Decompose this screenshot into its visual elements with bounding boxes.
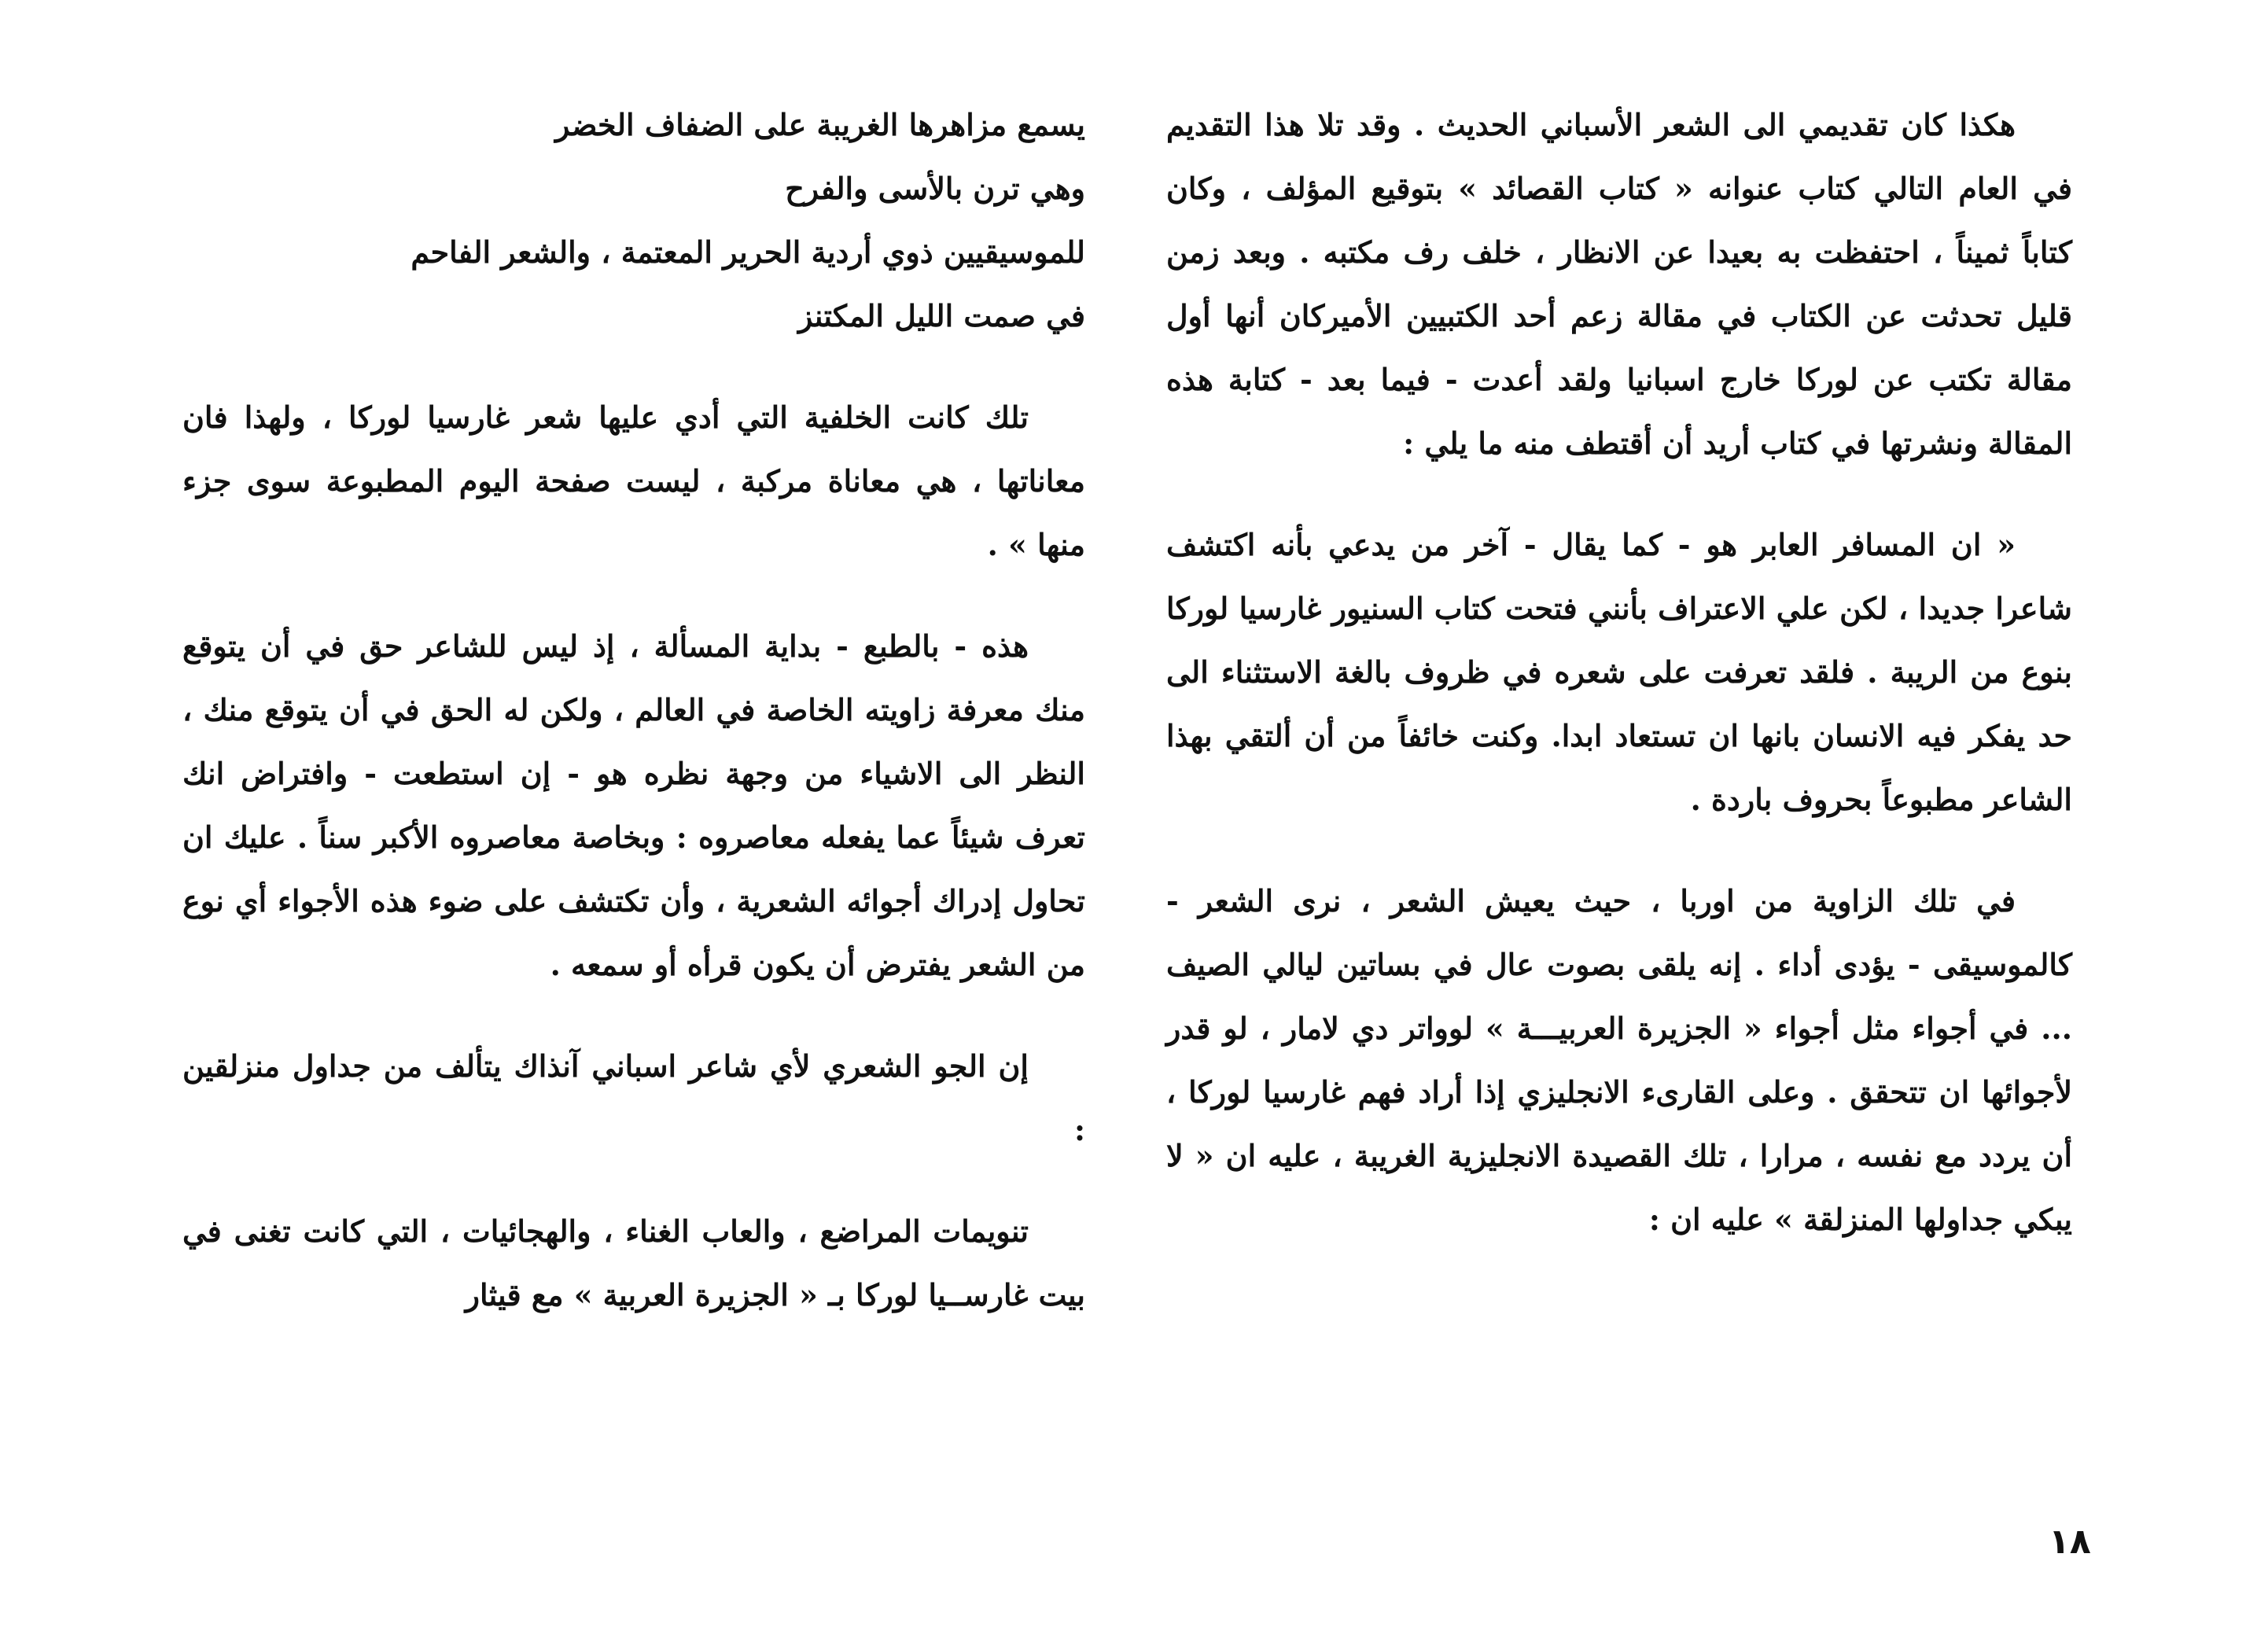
- paragraph: تنويمات المراضع ، والعاب الغناء ، والهجائيات ، التي كانت تغنى في بيت غارســيا لوركا بـ « الجزيرة العربية » مع قيثار: [182, 1213, 1085, 1312]
- paragraph: في تلك الزاوية من اوربا ، حيث يعيش الشعر ، نرى الشعر - كالموسيقى - يؤدى أداء . إنه يلقى بصوت عال في بساتين ليالي الصيف ... في أجواء مثل أجواء « الجزيرة العربيـــة » لوواتر دي لامار ، لو قدر لأجوائها ان تتحقق . وعلى القارىء الانجليزي إذا أراد فهم غارسيا لوركا ، أن يردد مع نفسه ، مرارا ، تلك القصيدة الانجليزية الغريبة ، عليه ان « لا يبكي جداولها المنزلقة » عليه ان :: [1166, 883, 2072, 1237]
- verse-line: وهي ترن بالأسى والفرح: [785, 171, 1085, 206]
- paragraph: إن الجو الشعري لأي شاعر اسباني آنذاك يتألف من جداول منزلقين :: [182, 1048, 1085, 1147]
- paragraph: « ان المسافر العابر هو - كما يقال - آخر من يدعي بأنه اكتشف شاعرا جديدا ، لكن علي الاعتراف بأنني فتحت كتاب السنيور غارسيا لوركا بنوع من الريبة . فلقد تعرفت على شعره في ظروف بالغة الاستثناء الى حد يفكر فيه الانسان بانها ان تستعاد ابدا. وكنت خائفاً من أن ألتقي بهذا الشاعر مطبوعاً بحروف باردة .: [1166, 527, 2072, 817]
- verse-block: [182, 93, 1085, 348]
- verse-line: يسمع مزاهرها الغريبة على الضفاف الخضر: [555, 107, 1085, 142]
- paragraph: هذه - بالطبع - بداية المسألة ، إذ ليس للشاعر حق في أن يتوقع منك معرفة زاويته الخاصة في العالم ، ولكن له الحق في أن يتوقع منك ، النظر الى الاشياء من وجهة نظره هو - إن استطعت - وافتراض انك تعرف شيئاً عما يفعله معاصروه : وبخاصة معاصروه الأكبر سناً . عليك ان تحاول إدراك أجوائه الشعرية ، وأن تكتشف على ضوء هذه الأجواء أي نوع من الشعر يفترض أن يكون قرأه أو سمعه .: [182, 628, 1085, 982]
- left-page-column: [182, 93, 1085, 1327]
- paragraph: هكذا كان تقديمي الى الشعر الأسباني الحديث . وقد تلا هذا التقديم في العام التالي كتاب عنوانه « كتاب القصائد » بتوقيع المؤلف ، وكان كتاباً ثميناً ، احتفظت به بعيدا عن الانظار ، خلف رف مكتبه . وبعد زمن قليل تحدثت عن الكتاب في مقالة زعم أحد الكتبيين الأميركان أنها أول مقالة تكتب عن لوركا خارج اسبانيا ولقد أعدت - فيما بعد - كتابة هذه المقالة ونشرتها في كتاب أريد أن أقتطف منه ما يلي :: [1166, 107, 2072, 461]
- verse-line: في صمت الليل المكتنز: [797, 298, 1085, 333]
- page-number: ١٨: [2049, 1522, 2091, 1562]
- right-page-column: [1166, 93, 2072, 1251]
- verse-line: للموسيقيين ذوي أردية الحرير المعتمة ، والشعر الفاحم: [411, 234, 1085, 270]
- paragraph: تلك كانت الخلفية التي أدي عليها شعر غارسيا لوركا ، ولهذا فان معاناتها ، هي معاناة مركبة ، ليست صفحة اليوم المطبوعة سوى جزء منها » .: [182, 399, 1085, 562]
